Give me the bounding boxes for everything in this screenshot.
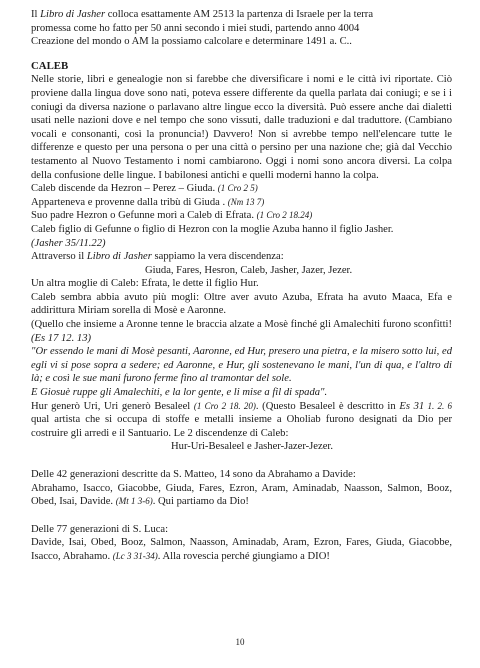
scripture-ref: (Es 17 12. 13) xyxy=(31,332,92,344)
luca-names xyxy=(31,536,452,563)
intro-text: promessa come ho fatto per 50 anni secondo i miei studi, partendo anno 4004 xyxy=(31,22,360,34)
caleb-line xyxy=(31,182,452,196)
matteo-line: Delle 42 generazioni descritte da S. Matteo, 14 sono da Abrahamo a Davide: xyxy=(31,469,356,480)
caleb-line xyxy=(31,209,452,223)
caleb-line xyxy=(31,223,452,237)
scripture-quote: "Or essendo le mani di Mosè pesanti, Aaronne, ed Hur, presero una pietra, e la misero sotto lui, ed egli vi si pose sopra a sedere; ed Aaronne, e Hur, gli sostenevano le mani, l'un di qua, e l'altro di là; e così le sue mani furono ferme fino al tramontar del sole. xyxy=(31,346,452,385)
body-paragraph: Nelle storie, libri e genealogie non si farebbe che diversificare i nomi e le città ivi riportate. Ciò proviene dalla lingua dove sono nati, poteva essere differente da quella parlata dai coniugi; e se i i coniugi da diversa nazione o parlavano altre lingue ecco la diversità. Può essere anche dai dialetti usati nelle nazioni dove e nel tempo che sono vissuti, dalle traduzioni e dal traduttore. (Cambiano vocali e consonanti, così la pronuncia!) Davvero! Non si avrebbe tempo nell'elencare tutte le differenze e questo per una persona o per una città o persino per una nazione che; già dal Vecchio testamento al Nuovo Testamento i nomi cambiarono. Oggi i nomi sono ancora diversi. La colpa della confusione delle lingue. I babilonesi antichi e quelli moderni hanno la colpa. xyxy=(31,74,452,181)
line-text: . Qui partiamo da Dio! xyxy=(152,496,249,508)
hur-paragraph xyxy=(31,400,452,441)
line-text: . Alla rovescia perché giungiamo a DIO! xyxy=(157,550,330,562)
scripture-ref: (Nm 13 7) xyxy=(227,196,265,207)
line-text: Apparteneva e provenne dalla tribù di Giuda . xyxy=(31,196,228,208)
book-title: Libro di Jasher xyxy=(86,251,152,263)
genealogy-names: Giuda, Fares, Hesron, Caleb, Jasher, Jazer, Jezer. xyxy=(145,264,353,276)
caleb-line xyxy=(31,196,452,210)
intro-text: Il xyxy=(31,9,41,20)
line-text: qual artista che si occupa di stoffe e metalli insieme a Oholiab furono designati da Dio per costruire gli arredi e il Santuario. Le 2 discendenze di Caleb: xyxy=(31,414,452,439)
line-text: Davide, Isai, Obed, Booz, Salmon, Naasson, Aminadab, Aram, Ezron, Fares, Giuda, Giacobbe, Isacco, Abrahamo. xyxy=(31,537,452,562)
intro-text: Creazione del mondo o AM la possiamo calcolare e determinare 1491 a. C.. xyxy=(31,36,352,48)
scripture-ref: (Jasher 35/11.22) xyxy=(31,237,106,249)
scripture-ref: (1 Cro 2 18. 20) xyxy=(193,400,256,411)
scripture-ref: (Lc 3 31-34) xyxy=(112,550,158,561)
line-text: . (Questo Besaleel è descritto in xyxy=(255,400,400,412)
section-heading: CALEB xyxy=(31,59,69,72)
intro-text: colloca esattamente AM 2513 la partenza di Israele per la terra xyxy=(105,9,374,20)
line-text: sappiamo la vera discendenza: xyxy=(151,251,284,263)
book-title: Libro di Jasher xyxy=(40,9,106,20)
matteo-names xyxy=(31,482,452,509)
caleb-line: Caleb sembra abbia avuto più mogli: Oltre aver avuto Azuba, Efrata ha avuto Maaca, Efa e addirittura Miriam sorella di Mosè e Aaronne. xyxy=(31,291,452,317)
line-text: (Quello che insieme a Aronne tenne le braccia alzate a Mosè finché gli Amalechiti furono sconfitti! xyxy=(31,319,452,331)
scripture-ref: (1 Cro 2 5) xyxy=(217,183,258,194)
scripture-ref: (1 Cro 2 18.24) xyxy=(256,210,313,221)
line-text: Caleb figlio di Gefunne o figlio di Hezron con la moglie Azuba hanno il figlio Jasher. xyxy=(31,223,394,235)
caleb-line xyxy=(31,318,452,345)
line-text: Attraverso il xyxy=(31,251,87,263)
scripture-ref: (Mt 1 3-6) xyxy=(115,496,153,507)
line-text: Suo padre Hezron o Gefunne morì a Caleb di Efrata. xyxy=(31,210,257,222)
line-text: Hur generò Uri, Uri generò Besaleel xyxy=(31,400,194,412)
line-text: Abrahamo, Isacco, Giacobbe, Giuda, Fares, Ezron, Aram, Aminadab, Naasson, Salmon, Booz, Obed, Isai, Davide. xyxy=(31,482,452,508)
intro-paragraph xyxy=(31,8,452,49)
page-number: 10 xyxy=(235,637,245,648)
scripture-ref: Es 31 xyxy=(399,400,425,412)
genealogy-descent: Hur-Uri-Besaleel e Jasher-Jazer-Jezer. xyxy=(171,441,334,453)
line-text: Caleb discende da Hezron – Perez – Giuda. xyxy=(31,183,218,195)
caleb-line xyxy=(31,250,452,264)
luca-line: Delle 77 generazioni di S. Luca: xyxy=(31,523,169,535)
scripture-ref: 1. 2. 6 xyxy=(424,400,452,411)
caleb-line: Un altra moglie di Caleb: Efrata, le dette il figlio Hur. xyxy=(31,278,259,290)
scripture-quote: E Giosuè ruppe gli Amalechiti, e la lor gente, e li mise a fil di spada". xyxy=(31,387,328,399)
